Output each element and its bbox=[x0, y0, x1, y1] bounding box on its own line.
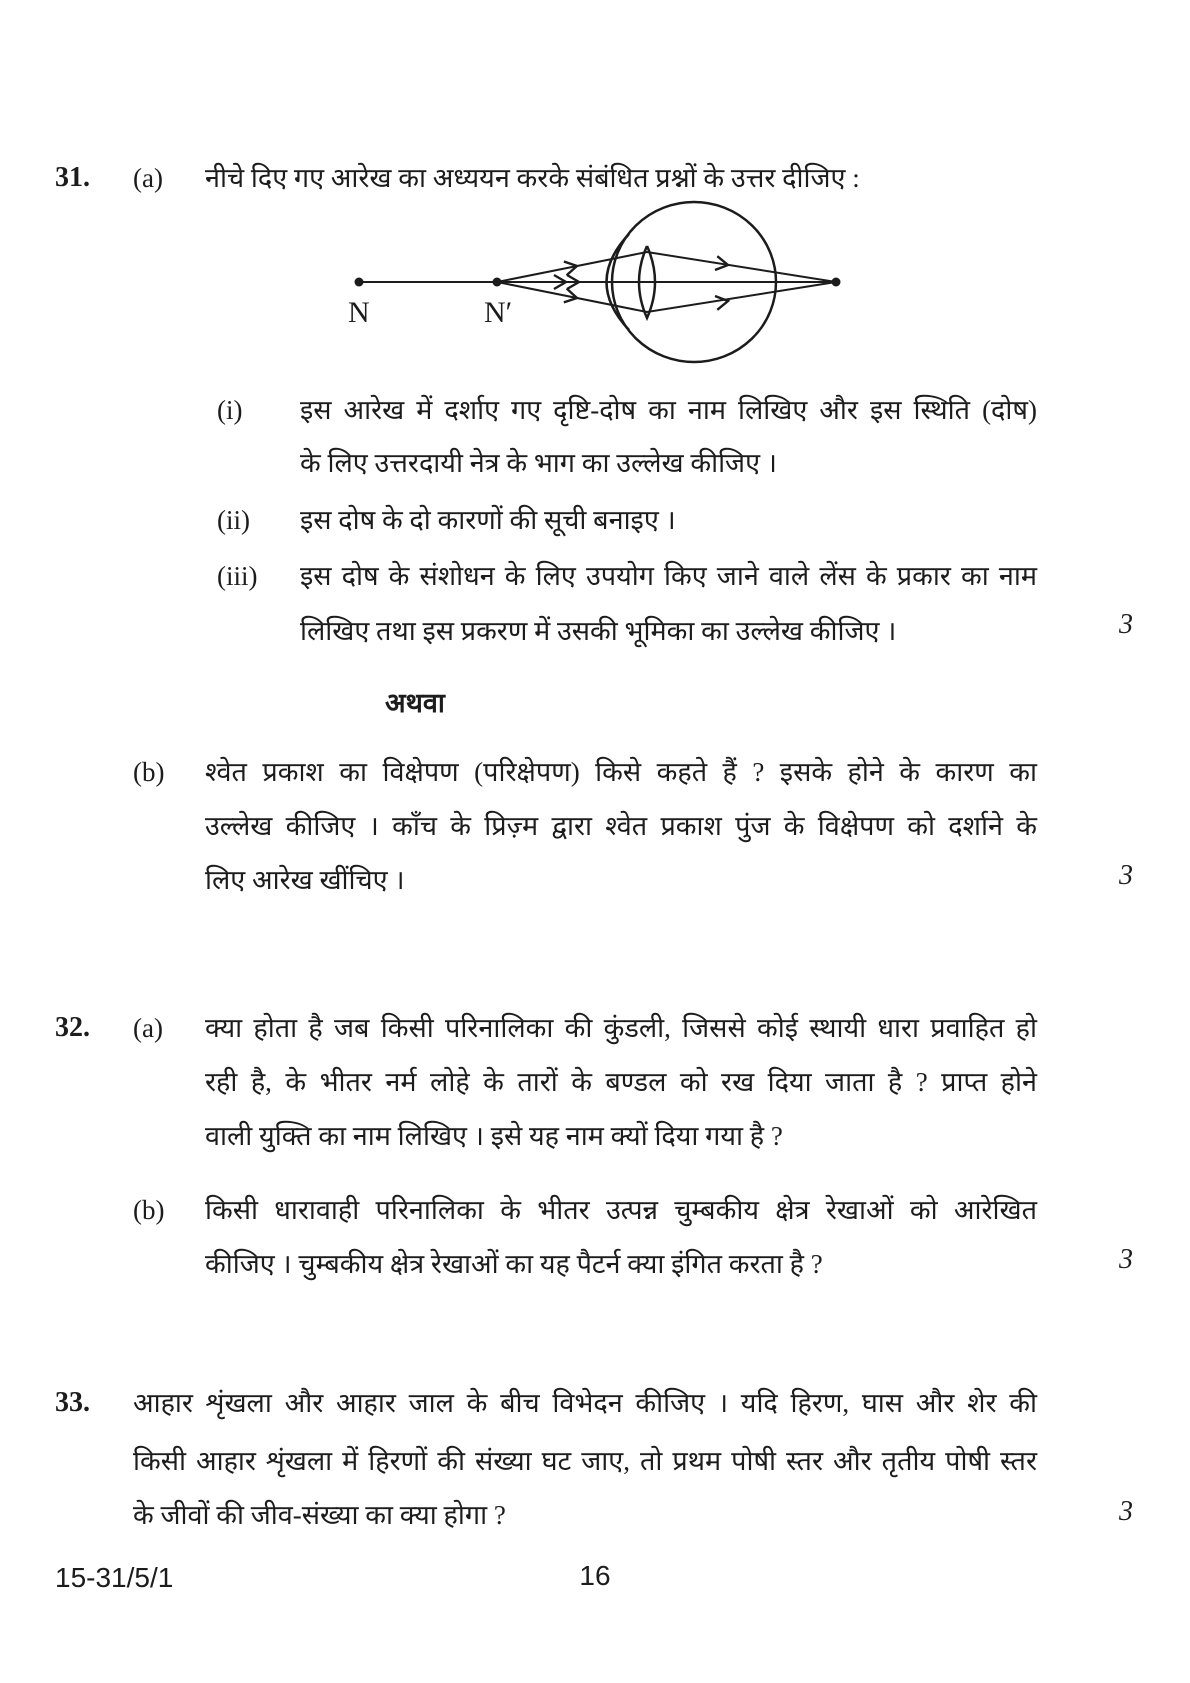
q32-a-line2: रही है, के भीतर नर्म लोहे के तारों के बण्डल को रख दिया जाता है ? प्राप्त होने bbox=[205, 1067, 1037, 1097]
q33-line1: आहार शृंखला और आहार जाल के बीच विभेदन कीजिए । यदि हिरण, घास और शेर की bbox=[133, 1388, 1037, 1418]
q32-a-line3: वाली युक्ति का नाम लिखिए । इसे यह नाम क्यों दिया गया है ? bbox=[205, 1121, 783, 1151]
q31-b-line2: उल्लेख कीजिए । काँच के प्रिज़्म द्वारा श्वेत प्रकाश पुंज के विक्षेपण को दर्शाने के bbox=[205, 811, 1037, 841]
q31-number: 31. bbox=[55, 162, 90, 193]
q31-a-marks: 3 bbox=[1119, 609, 1133, 640]
q31-a-ii-line1: इस दोष के दो कारणों की सूची बनाइए । bbox=[300, 505, 676, 535]
q32-number: 32. bbox=[55, 1012, 90, 1043]
q32-a-line1: क्या होता है जब किसी परिनालिका की कुंडली, जिससे कोई स्थायी धारा प्रवाहित हो bbox=[205, 1013, 1037, 1043]
q31-part-a-label: (a) bbox=[133, 163, 163, 193]
q33-number: 33. bbox=[55, 1387, 90, 1418]
q32-b-line2: कीजिए । चुम्बकीय क्षेत्र रेखाओं का यह पैटर्न क्या इंगित करता है ? bbox=[205, 1249, 823, 1279]
page-number: 16 bbox=[579, 1560, 611, 1591]
q33-marks: 3 bbox=[1119, 1496, 1133, 1527]
label-n: N bbox=[348, 296, 370, 329]
upper-ray bbox=[497, 252, 836, 282]
q32-b-marks: 3 bbox=[1119, 1244, 1133, 1275]
q31-a-iii-line1: इस दोष के संशोधन के लिए उपयोग किए जाने वाले लेंस के प्रकार का नाम bbox=[300, 561, 1037, 591]
eye-defect-diagram bbox=[290, 190, 860, 375]
q31-b-line3: लिए आरेख खींचिए । bbox=[205, 865, 405, 895]
q31-a-i-line2: के लिए उत्तरदायी नेत्र के भाग का उल्लेख कीजिए । bbox=[300, 448, 778, 478]
q31-a-ii-label: (ii) bbox=[217, 505, 250, 535]
q31-part-b-label: (b) bbox=[133, 757, 165, 787]
arrowhead-lower-post-lens bbox=[715, 294, 729, 310]
q31-a-i-line1: इस आरेख में दर्शाए गए दृष्टि-दोष का नाम लिखिए और इस स्थिति (दोष) bbox=[300, 395, 1037, 425]
q32-part-a-label: (a) bbox=[133, 1013, 163, 1043]
q31-a-iii-line2: लिखिए तथा इस प्रकरण में उसकी भूमिका का उल्लेख कीजिए । bbox=[300, 616, 897, 646]
q31-b-line1: श्वेत प्रकाश का विक्षेपण (परिक्षेपण) किसे कहते हैं ? इसके होने के कारण का bbox=[205, 757, 1037, 787]
q31-or-label: अथवा bbox=[385, 688, 445, 718]
q31-a-iii-label: (iii) bbox=[217, 561, 258, 591]
q32-b-line1: किसी धारावाही परिनालिका के भीतर उत्पन्न चुम्बकीय क्षेत्र रेखाओं को आरेखित bbox=[205, 1195, 1037, 1225]
paper-code: 15-31/5/1 bbox=[55, 1562, 174, 1593]
image-focus-point-dot bbox=[832, 278, 841, 287]
point-n-dot bbox=[355, 278, 364, 287]
point-n-prime-dot bbox=[493, 278, 502, 287]
q33-line2: किसी आहार शृंखला में हिरणों की संख्या घट जाए, तो प्रथम पोषी स्तर और तृतीय पोषी स्तर bbox=[133, 1446, 1037, 1476]
q33-line3: के जीवों की जीव-संख्या का क्या होगा ? bbox=[133, 1500, 506, 1530]
q32-part-b-label: (b) bbox=[133, 1195, 165, 1225]
q31-a-intro: नीचे दिए गए आरेख का अध्ययन करके संबंधित प्रश्नों के उत्तर दीजिए : bbox=[205, 163, 860, 193]
lower-ray bbox=[497, 282, 836, 312]
q31-a-i-label: (i) bbox=[217, 395, 243, 425]
label-n-prime: N′ bbox=[484, 296, 513, 329]
q31-b-marks: 3 bbox=[1119, 860, 1133, 891]
